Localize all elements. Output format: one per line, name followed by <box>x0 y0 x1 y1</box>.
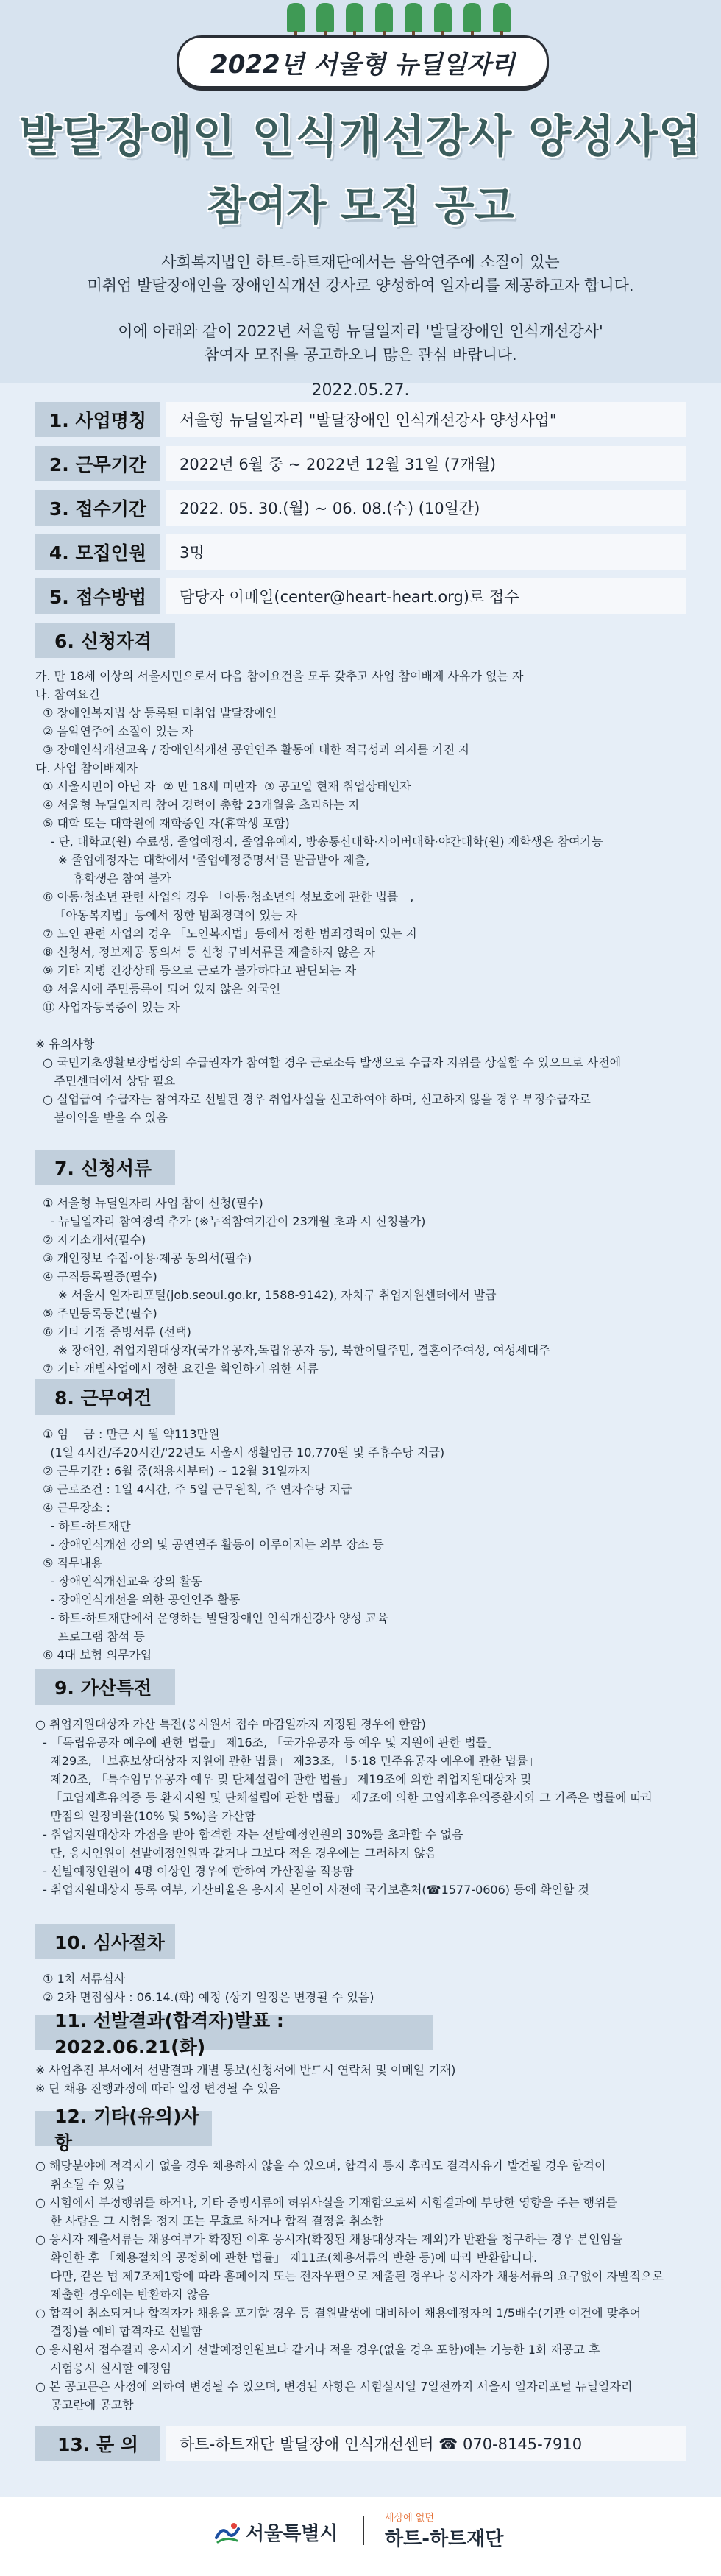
info-row-contact <box>35 2426 686 2461</box>
info-label: 3. 접수기간 <box>35 490 160 526</box>
tree-icon <box>434 3 452 32</box>
section-body-notes: ○ 해당분야에 적격자가 없을 경우 채용하지 않을 수 있으며, 합격자 통지 후라도 결격사유가 발견될 경우 합격이 취소될 수 있음 ○ 시험에서 부정행위를 하거나, 기타 증빙서류에 허위사실을 기재함으로써 시험결과에 부당한 영향을 주는 행위를 한 사람은 그 시험을 정지 또는 무효로 하거나 합격 결정을 취소함 ○ 응시자 제출서류는 채용여부가 확정된 이후 응시자(확정된 채용대상자는 제외)가 반환을 청구하는 경우 본인임을 확인한 후 「채용절차의 공정화에 관한 법률」 제11조(채용서류의 반환 등)에 따라 반환합니다. 다만, 같은 법 제7조제1항에 따라 홈페이지 또는 전자우편으로 제출된 경우나 응시자가 채용서류의 요구없이 자발적으로 제출한 경우에는 반환하지 않음 ○ 합격이 취소되거나 합격자가 채용을 포기할 경우 등 결원발생에 대비하여 채용예정자의 1/5배수(기관 여건에 맞추어 결정)를 예비 합격자로 선발함 ○ 응시원서 접수결과 응시자가 선발예정인원보다 같거나 적을 경우(없을 경우 포함)에는 가능한 1회 재공고 후 시험응시 실시할 예정임 ○ 본 공고문은 사정에 의하여 변경될 수 있으며, 변경된 사항은 시험실시일 7일전까지 서울시 일자리포털 뉴딜일자리 공고란에 공고함 <box>35 2159 664 2412</box>
section-title-bonus: 9. 가산특전 <box>35 1669 175 1705</box>
tree-icon <box>316 3 334 32</box>
info-value: 담당자 이메일(center@heart-heart.org)로 접수 <box>166 578 686 614</box>
section-title-eligibility: 6. 신청자격 <box>35 623 175 658</box>
section-body-conditions: ① 임 금 : 만근 시 월 약113만원 (1일 4시간/주20시간/'22년도 서울시 생활임금 10,770원 및 주휴수당 지급) ② 근무기간 : 6월 중(채용시부터) ~ 12월 31일까지 ③ 근로조건 : 1일 4시간, 주 5일 근무원칙, 주 연차수당 지급 ④ 근무장소 : - 하트-하트재단 - 장애인식개선 강의 및 공연연주 활동이 이루어지는 외부 장소 등 ⑤ 직무내용 - 장애인식개선교육 강의 활동 - 장애인식개선을 위한 공연연주 활동 - 하트-하트재단에서 운영하는 발달장애인 인식개선강사 양성 교육 프로그램 참석 등 ⑥ 4대 보험 의무가입 <box>43 1427 445 1662</box>
heart-logo-text: 하트-하트재단 <box>385 2528 504 2550</box>
seoul-logo <box>215 2519 338 2546</box>
info-row-work-period <box>35 446 686 481</box>
page-subtitle: 참여자 모집 공고 <box>207 183 514 230</box>
tree-icon <box>346 3 363 32</box>
tree-icon <box>405 3 422 32</box>
program-badge: 2022년 서울형 뉴딜일자리 <box>177 35 549 88</box>
tree-icon <box>375 3 393 32</box>
intro-line: 미취업 발달장애인을 장애인식개선 강사로 양성하여 일자리를 제공하고자 합니다. <box>87 277 634 294</box>
section-body-documents: ① 서울형 뉴딜일자리 사업 참여 신청(필수) - 뉴딜일자리 참여경력 추가 (※누적참여기간이 23개월 초과 시 신청불가) ② 자기소개서(필수) ③ 개인정보 수집·이용·제공 동의서(필수) ④ 구직등록필증(필수) ※ 서울시 일자리포털(job.seoul.go.kr, 1588-9142), 자치구 취업지원센터에서 발급 ⑤ 주민등록등본(필수) ⑥ 기타 가점 증빙서류 (선택) ※ 장애인, 취업지원대상자(국가유공자,독립유공자 등), 북한이탈주민, 결혼이주여성, 여성세대주 ⑦ 기타 개별사업에서 정한 요건을 확인하기 위한 서류 <box>43 1196 550 1376</box>
heart-heart-logo <box>385 2510 504 2551</box>
section-title-notes: 12. 기타(유의)사항 <box>35 2111 212 2146</box>
info-value: 2022년 6월 중 ~ 2022년 12월 31일 (7개월) <box>166 446 686 481</box>
footer <box>0 2497 721 2576</box>
footer-divider <box>363 2516 364 2545</box>
seoul-logo-text: 서울특별시 <box>246 2523 338 2545</box>
notice-date: 2022.05.27. <box>311 381 410 400</box>
info-label: 1. 사업명칭 <box>35 402 160 437</box>
info-value: 2022. 05. 30.(월) ~ 06. 08.(수) (10일간) <box>166 490 686 526</box>
info-value: 서울형 뉴딜일자리 "발달장애인 인식개선강사 양성사업" <box>166 402 686 437</box>
info-label: 5. 접수방법 <box>35 578 160 614</box>
section-title-conditions: 8. 근무여건 <box>35 1379 175 1415</box>
info-value: 하트-하트재단 발달장애 인식개선센터 ☎ 070-8145-7910 <box>166 2426 686 2461</box>
info-row-project-name <box>35 402 686 437</box>
intro-line: 사회복지법인 하트-하트재단에서는 음악연주에 소질이 있는 <box>161 253 560 271</box>
intro-line: 참여자 모집을 공고하오니 많은 관심 바랍니다. <box>204 346 517 364</box>
tree-icons <box>287 3 511 32</box>
section-title-documents: 7. 신청서류 <box>35 1150 175 1185</box>
seoul-mark-icon <box>215 2522 240 2544</box>
tree-icon <box>493 3 511 32</box>
page-title: 발달장애인 인식개선강사 양성사업 <box>18 111 703 163</box>
tree-icon <box>464 3 481 32</box>
info-row-recruit-count <box>35 534 686 570</box>
info-label: 2. 근무기간 <box>35 446 160 481</box>
intro-text <box>0 250 721 367</box>
section-title-announcement: 11. 선발결과(합격자)발표 : 2022.06.21(화) <box>35 2015 433 2050</box>
info-row-application-method <box>35 578 686 614</box>
info-value: 3명 <box>166 534 686 570</box>
info-label: 4. 모집인원 <box>35 534 160 570</box>
section-title-review: 10. 심사절차 <box>35 1924 175 1959</box>
info-row-application-period <box>35 490 686 526</box>
info-label: 13. 문 의 <box>35 2426 160 2461</box>
tree-icon <box>287 3 305 32</box>
section-body-review: ① 1차 서류심사 ② 2차 면접심사 : 06.14.(화) 예정 (상기 일정은 변경될 수 있음) <box>43 1972 374 2004</box>
heart-logo-tagline: 세상에 없던 <box>385 2513 434 2524</box>
section-body-bonus: ○ 취업지원대상자 가산 특전(응시원서 접수 마감일까지 지정된 경우에 한함) - 「독립유공자 예우에 관한 법률」 제16조, 「국가유공자 등 예우 및 지원에 관한 법률」 제29조, 「보훈보상대상자 지원에 관한 법률」 제33조, 「5·18 민주유공자 예우에 관한 법률」 제20조, 「특수임무유공자 예우 및 단체설립에 관한 법률」 제19조에 의한 취업지원대상자 및 「고엽제후유의증 등 환자지원 및 단체설립에 관한 법률」 제7조에 의한 고엽제후유의증환자와 그 가족은 법률에 따라 만점의 일정비율(10% 및 5%)을 가산함 - 취업지원대상자 가점을 받아 합격한 자는 선발예정인원의 30%를 초과할 수 없음 단, 응시인원이 선발예정인원과 같거나 그보다 적은 경우에는 그러하지 않음 - 선발예정인원이 4명 이상인 경우에 한하여 가산점을 적용함 - 취업지원대상자 등록 여부, 가산비율은 응시자 본인이 사전에 국가보훈처(☎1577-0606) 등에 확인할 것 <box>35 1717 653 1897</box>
section-body-announcement: ※ 사업추진 부서에서 선발결과 개별 통보(신청서에 반드시 연락처 및 이메일 기재) ※ 단 채용 진행과정에 따라 일정 변경될 수 있음 <box>35 2063 456 2095</box>
intro-line: 이에 아래와 같이 2022년 서울형 뉴딜일자리 '발달장애인 인식개선강사' <box>118 322 603 340</box>
section-body-eligibility: 가. 만 18세 이상의 서울시민으로서 다음 참여요건을 모두 갖추고 사업 참여배제 사유가 없는 자 나. 참여요건 ① 장애인복지법 상 등록된 미취업 발달장애인 ② 음악연주에 소질이 있는 자 ③ 장애인식개선교육 / 장애인식개선 공연연주 활동에 대한 적극성과 의지를 가진 자 다. 사업 참여배제자 ① 서울시민이 아닌 자 ② 만 18세 미만자 ③ 공고일 현재 취업상태인자 ④ 서울형 뉴딜일자리 참여 경력이 총합 23개월을 초과하는 자 ⑤ 대학 또는 대학원에 재학중인 자(휴학생 포함) - 단, 대학교(원) 수료생, 졸업예정자, 졸업유예자, 방송통신대학·사이버대학·야간대학(원) 재학생은 참여가능 ※ 졸업예정자는 대학에서 '졸업예정증명서'를 발급받아 제출, 휴학생은 참여 불가 ⑥ 아동·청소년 관련 사업의 경우 「아동·청소년의 성보호에 관한 법률」, 「아동복지법」등에서 정한 범죄경력이 있는 자 ⑦ 노인 관련 사업의 경우 「노인복지법」등에서 정한 범죄경력이 있는 자 ⑧ 신청서, 정보제공 동의서 등 신청 구비서류를 제출하지 않은 자 ⑨ 기타 지병 건강상태 등으로 근로가 불가하다고 판단되는 자 ⑩ 서울시에 주민등록이 되어 있지 않은 외국인 ⑪ 사업자등록증이 있는 자 ※ 유의사항 ○ 국민기초생활보장법상의 수급권자가 참여할 경우 근로소득 발생으로 수급자 지위를 상실할 수 있으므로 사전에 주민센터에서 상담 필요 ○ 실업급여 수급자는 참여자로 선발된 경우 취업사실을 신고하여야 하며, 신고하지 않을 경우 부정수급자로 불이익을 받을 수 있음 <box>35 669 622 1125</box>
